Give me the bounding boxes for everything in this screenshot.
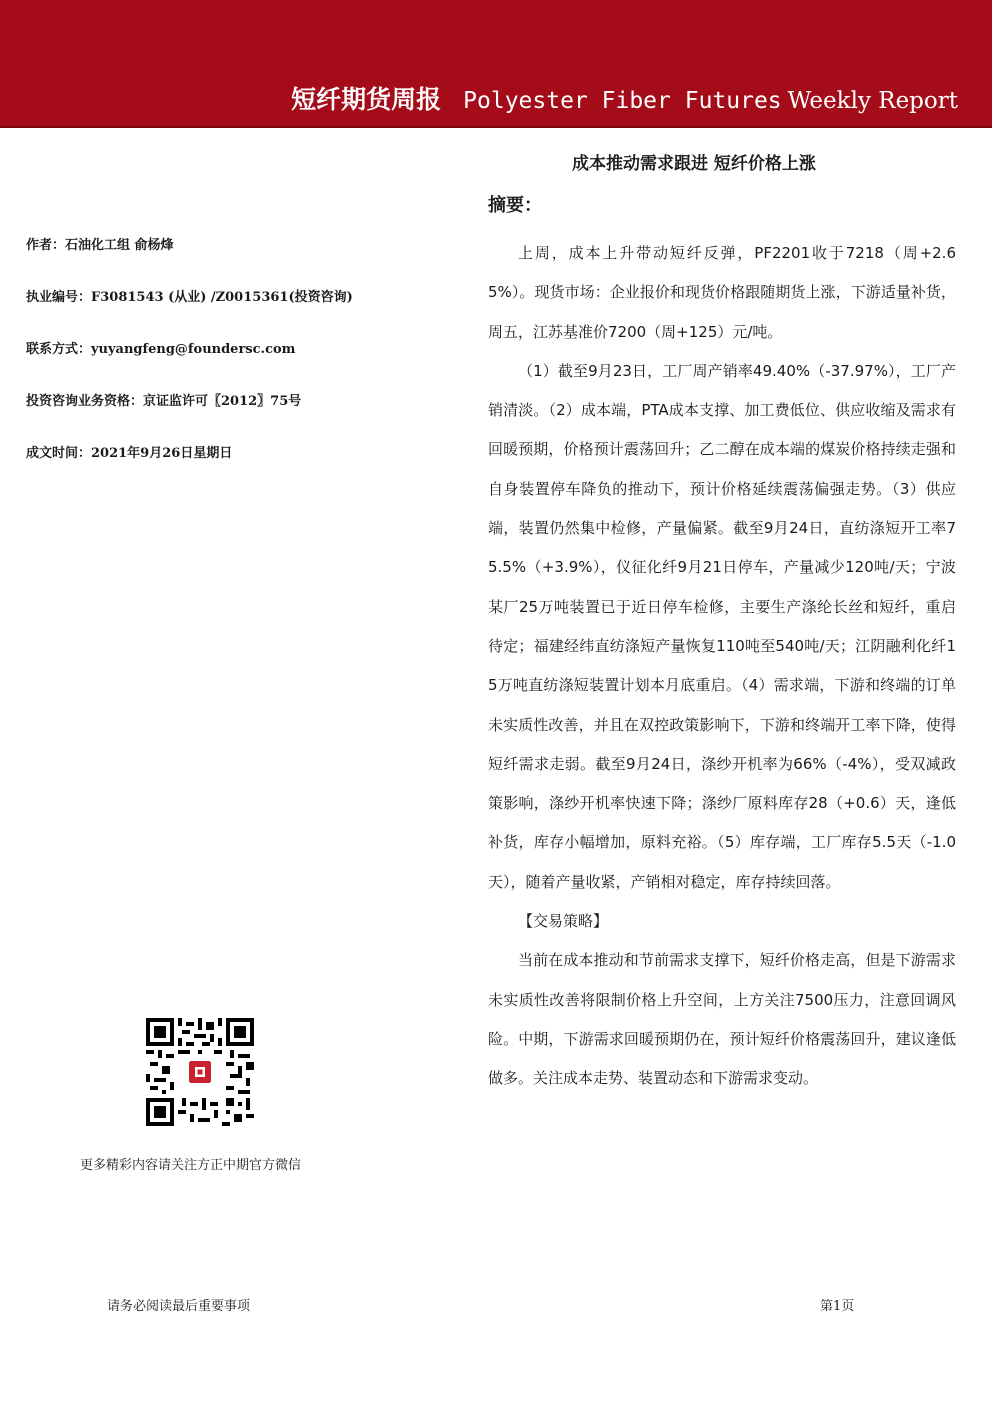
date-line: 成文时间：2021年9月26日星期日 [26,446,233,461]
paragraph-analysis: （1）截至9月23日，工厂周产销率49.40%（-37.97%），工厂产销清淡。（2）成本端，PTA成本支撑、加工费低位、供应收缩及需求有回暖预期，价格预计震荡回升；乙二醇在成本端的煤炭价格持续走强和自身装置停车降负的推动下，预计价格延续震荡偏强走势。（3）供应端，装置仍然集中检修，产量偏紧。截至9月24日，直纺涤短开工率75.5%（+3.9%），仪征化纤9月21日停车，产量减少120吨/天；宁波某厂25万吨装置已于近日停车检修，主要生产涤纶长丝和短纤，重启待定；福建经纬直纺涤短产量恢复110吨至540吨/天；江阴融利化纤15万吨直纺涤短装置计划本月底重启。（4）需求端，下游和终端的订单未实质性改善，并且在双控政策影响下，下游和终端开工率下降，使得短纤需求走弱。截至9月24日，涤纱开机率为66%（-4%），受双减政策影响，涤纱开机率快速下降；涤纱厂原料库存28（+0.6）天，逢低补货，库存小幅增加，原料充裕。（5）库存端，工厂库存5.5天（-1.0天），随着产量收紧，产销相对稳定，库存持续回落。 [488,361,956,891]
qualification-line: 投资咨询业务资格：京证监许可〖2012〗75号 [26,394,302,409]
report-title-en: Polyester Fiber Futures [463,88,782,114]
article-title: 成本推动需求跟进 短纤价格上涨 [572,154,816,174]
author-line: 作者：石油化工组 俞杨烽 [26,238,174,253]
article-body [488,234,956,1099]
header-divider [0,126,992,128]
report-title-en-suffix: Weekly Report [787,88,958,114]
report-title [291,80,958,116]
contact-line: 联系方式：yuyangfeng@foundersc.com [26,342,296,357]
license-line: 执业编号：F3081543 (从业) /Z0015361(投资咨询) [26,290,353,305]
paragraph-overview: 上周，成本上升带动短纤反弹，PF2201收于7218（周+2.65%）。现货市场：企业报价和现货价格跟随期货上涨，下游适量补货，周五，江苏基准价7200（周+125）元/吨。 [488,244,956,341]
report-title-cn: 短纤期货周报 [291,85,442,114]
summary-heading: 摘要： [488,195,542,216]
qr-caption: 更多精彩内容请关注方正中期官方微信 [80,1158,302,1173]
footer-notice: 请务必阅读最后重要事项 [107,1299,251,1314]
report-header-banner [0,0,992,126]
page-number: 第1页 [820,1299,855,1314]
paragraph-strategy-heading: 【交易策略】 [518,912,609,931]
wechat-qr-code [146,1018,254,1126]
paragraph-strategy: 当前在成本推动和节前需求支撑下，短纤价格走高，但是下游需求未实质性改善将限制价格上升空间，上方关注7500压力，注意回调风险。中期，下游需求回暖预期仍在，预计短纤价格震荡回升，建议逢低做多。关注成本走势、装置动态和下游需求变动。 [488,951,956,1088]
